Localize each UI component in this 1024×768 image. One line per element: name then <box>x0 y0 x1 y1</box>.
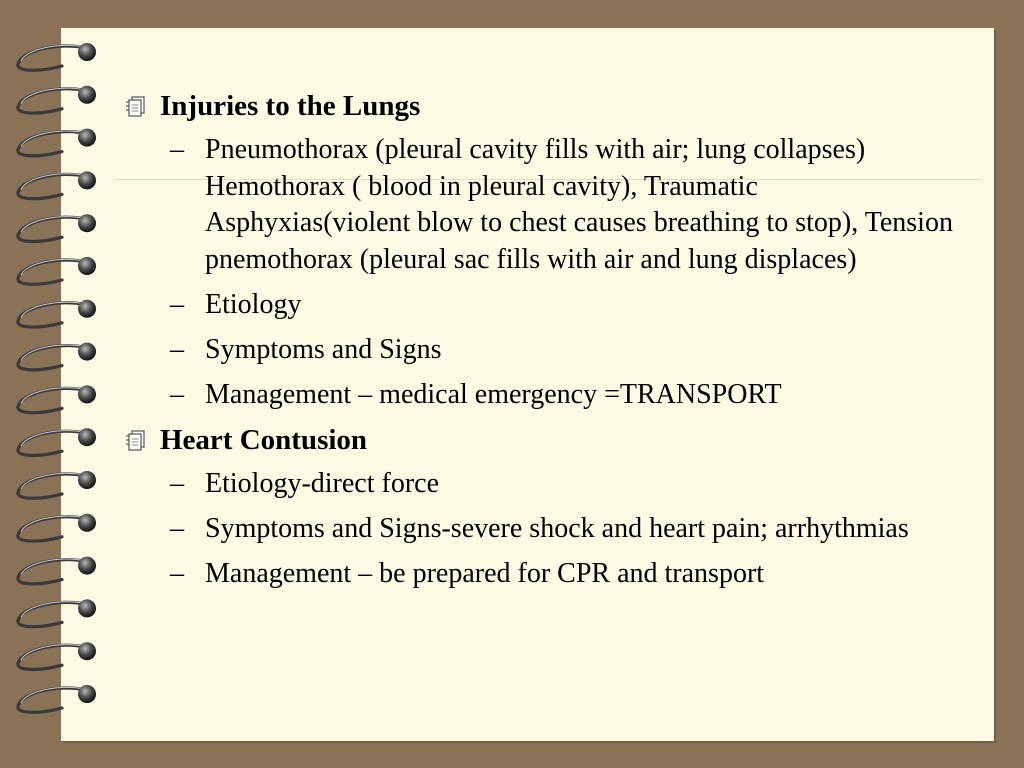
binding-ring <box>18 257 96 284</box>
binding-ring <box>18 557 96 584</box>
notebook-icon <box>123 428 149 454</box>
binding-ring <box>18 599 96 626</box>
binding-ring <box>18 86 96 113</box>
list-item-text: Etiology-direct force <box>205 467 440 499</box>
binding-ring <box>18 685 96 712</box>
dash-bullet: – <box>170 378 184 410</box>
list-item-text: Symptoms and Signs <box>205 333 442 365</box>
section-heading-text: Injuries to the Lungs <box>160 90 421 122</box>
notebook-icon <box>123 94 149 120</box>
list-item-text: Management – medical emergency =TRANSPORT <box>205 378 782 410</box>
section-heading-text: Heart Contusion <box>160 423 368 456</box>
spiral-binding <box>0 0 110 768</box>
section-heading-lungs <box>120 88 960 124</box>
binding-ring <box>18 385 96 412</box>
binding-ring <box>18 129 96 156</box>
list-item <box>120 132 960 278</box>
binding-ring <box>18 171 96 198</box>
binding-ring <box>18 514 96 541</box>
list-item-text: Pneumothorax (pleural cavity fills with air; lung collapses) Hemothorax ( blood in pleural cavity), Traumatic Asphyxias(violent blow to chest causes breathing to stop), Tension pnemothorax (pleural sac fills with air and lung displaces) <box>205 134 953 275</box>
slide-content <box>120 88 960 601</box>
dash-bullet: – <box>170 134 184 165</box>
list-item <box>120 511 960 548</box>
dash-bullet: – <box>170 467 184 499</box>
section-heading-heart <box>120 422 960 458</box>
binding-ring <box>18 214 96 241</box>
list-item-text: Management – be prepared for CPR and transport <box>205 557 765 589</box>
binding-ring <box>18 43 96 70</box>
binding-ring <box>18 428 96 455</box>
dash-bullet: – <box>170 288 184 320</box>
list-item-text: Symptoms and Signs-severe shock and heart pain; arrhythmias <box>205 512 909 544</box>
binding-ring <box>18 300 96 327</box>
list-item <box>120 287 960 324</box>
list-item <box>120 332 960 369</box>
list-item <box>120 377 960 414</box>
binding-ring <box>18 471 96 498</box>
list-item <box>120 466 960 503</box>
binding-ring <box>18 642 96 669</box>
list-item <box>120 556 960 593</box>
dash-bullet: – <box>170 557 184 589</box>
list-item-text: Etiology <box>205 288 302 320</box>
binding-ring <box>18 343 96 370</box>
dash-bullet: – <box>170 512 184 544</box>
dash-bullet: – <box>170 333 184 365</box>
